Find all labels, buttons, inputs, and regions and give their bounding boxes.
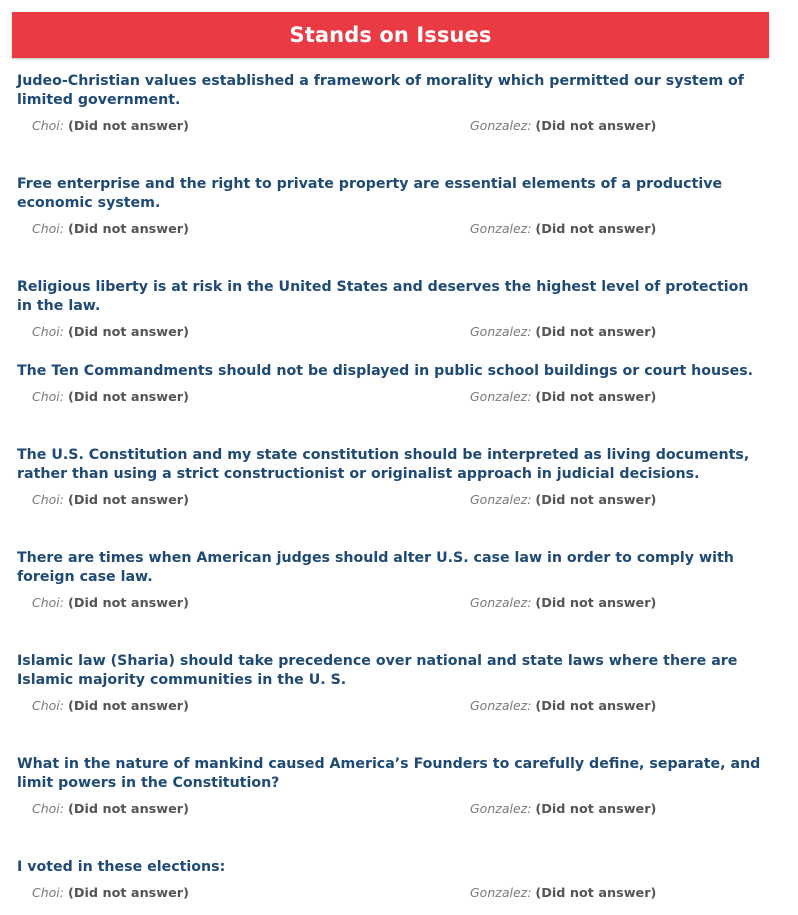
candidate-label-gonzalez: Gonzalez: [470,492,532,507]
issue-question: What in the nature of mankind caused America’s Founders to carefully define, separate, and limit powers in the Constitution? [17,756,761,791]
choi-answer [32,885,189,901]
gonzalez-answer [470,492,656,508]
choi-answer [32,698,189,714]
candidate-label-choi: Choi: [32,698,64,713]
candidate-label-gonzalez: Gonzalez: [470,389,532,404]
issue-answers [17,595,762,615]
gonzalez-response: (Did not answer) [535,222,657,237]
issue-answers [17,389,762,409]
choi-answer [32,801,189,817]
issue-answers [17,221,762,241]
issue-answers [17,698,762,718]
choi-answer [32,118,189,134]
issue-answers [17,801,762,821]
choi-response: (Did not answer) [67,325,189,340]
issue-question: Judeo-Christian values established a framework of morality which permitted our system of limited government. [17,73,744,108]
gonzalez-response: (Did not answer) [535,699,657,714]
gonzalez-response: (Did not answer) [535,325,657,340]
gonzalez-answer [470,221,656,237]
gonzalez-response: (Did not answer) [535,119,657,134]
gonzalez-response: (Did not answer) [535,493,657,508]
section-header [12,12,769,58]
choi-response: (Did not answer) [67,390,189,405]
candidate-label-choi: Choi: [32,118,64,133]
gonzalez-response: (Did not answer) [535,802,657,817]
issue-item [17,175,762,241]
choi-response: (Did not answer) [67,802,189,817]
choi-answer [32,324,189,340]
issue-answers [17,324,762,344]
issue-question: The Ten Commandments should not be displayed in public school buildings or court houses. [17,363,754,379]
gonzalez-answer [470,885,656,901]
gonzalez-answer [470,595,656,611]
issue-item [17,652,762,718]
choi-response: (Did not answer) [67,119,189,134]
candidate-label-gonzalez: Gonzalez: [470,698,532,713]
choi-answer [32,221,189,237]
candidate-label-gonzalez: Gonzalez: [470,118,532,133]
section-title: Stands on Issues [289,23,492,47]
choi-answer [32,595,189,611]
choi-response: (Did not answer) [67,493,189,508]
candidate-label-gonzalez: Gonzalez: [470,324,532,339]
issue-question: Free enterprise and the right to private property are essential elements of a productive economic system. [17,176,723,211]
issue-question: I voted in these elections: [17,859,226,875]
issue-answers [17,118,762,138]
candidate-label-gonzalez: Gonzalez: [470,801,532,816]
candidate-label-choi: Choi: [32,885,64,900]
gonzalez-answer [470,389,656,405]
choi-response: (Did not answer) [67,222,189,237]
issue-item [17,755,762,821]
choi-response: (Did not answer) [67,886,189,901]
candidate-label-choi: Choi: [32,324,64,339]
gonzalez-answer [470,324,656,340]
issue-item [17,362,762,409]
candidate-label-choi: Choi: [32,801,64,816]
candidate-label-choi: Choi: [32,389,64,404]
issue-item [17,278,762,344]
issue-item [17,446,762,512]
gonzalez-response: (Did not answer) [535,390,657,405]
candidate-label-choi: Choi: [32,492,64,507]
issue-answers [17,492,762,512]
gonzalez-answer [470,118,656,134]
gonzalez-response: (Did not answer) [535,886,657,901]
choi-response: (Did not answer) [67,699,189,714]
candidate-label-choi: Choi: [32,221,64,236]
issue-question: Religious liberty is at risk in the United States and deserves the highest level of protection in the law. [17,279,749,314]
gonzalez-response: (Did not answer) [535,596,657,611]
candidate-label-choi: Choi: [32,595,64,610]
issue-question: There are times when American judges should alter U.S. case law in order to comply with foreign case law. [17,550,734,585]
issue-question: Islamic law (Sharia) should take precedence over national and state laws where there are Islamic majority communities in the U. S. [17,653,738,688]
issue-item [17,549,762,615]
gonzalez-answer [470,801,656,817]
issue-item [17,72,762,138]
gonzalez-answer [470,698,656,714]
candidate-label-gonzalez: Gonzalez: [470,885,532,900]
choi-response: (Did not answer) [67,596,189,611]
issue-item [17,858,762,905]
candidate-label-gonzalez: Gonzalez: [470,221,532,236]
choi-answer [32,389,189,405]
issue-answers [17,885,762,905]
choi-answer [32,492,189,508]
issue-question: The U.S. Constitution and my state constitution should be interpreted as living documents, rather than using a strict constructionist or originalist approach in judicial decisions. [17,447,750,482]
candidate-label-gonzalez: Gonzalez: [470,595,532,610]
